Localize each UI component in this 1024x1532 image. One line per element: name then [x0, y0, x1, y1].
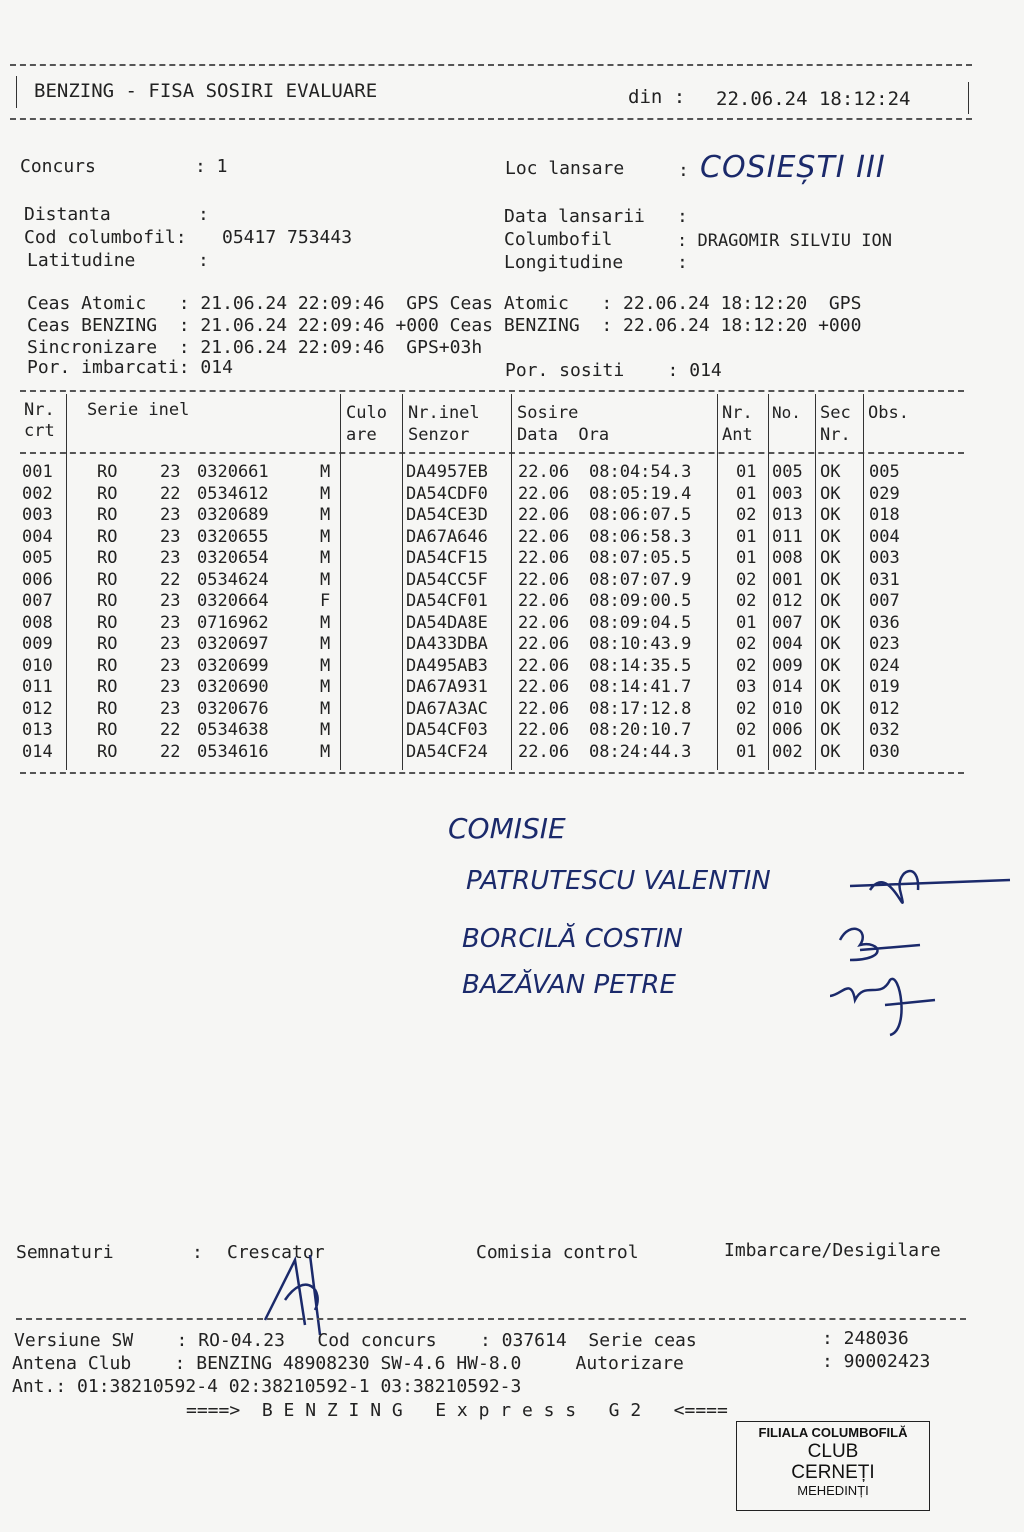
cell-obs: 032 — [869, 720, 900, 740]
cell-obs: 004 — [869, 526, 900, 547]
semnaturi-colon: : — [192, 1242, 203, 1263]
cell-sec: OK — [820, 677, 841, 697]
cell-sens: DA433DBA — [406, 634, 488, 654]
cell-s: M — [320, 612, 331, 633]
stamp-line-4: MEHEDINȚI — [797, 1483, 869, 1499]
cell-date: 22.06 — [518, 741, 570, 762]
cell-no: 013 — [772, 505, 803, 525]
cell-obs: 007 — [869, 591, 900, 611]
cell-sens: DA67A3AC — [406, 698, 488, 719]
cell-c: RO — [97, 741, 118, 762]
header-sec: Sec — [820, 403, 851, 423]
cell-nr: 010 — [22, 655, 53, 676]
table-bottom-border — [20, 772, 964, 774]
cell-sens: DA4957EB — [406, 462, 488, 482]
cell-time: 08:06:07.5 — [589, 505, 692, 525]
distanta-label: Distanta — [24, 204, 111, 225]
header-bottom-border — [10, 118, 972, 120]
versiune-sw-line: Versiune SW : RO-04.23 Cod concurs : 037614 Serie ceas — [14, 1330, 697, 1351]
cell-obs: 003 — [869, 548, 900, 568]
col-sep-3 — [402, 394, 403, 770]
cell-c: RO — [97, 526, 118, 547]
cell-sec: OK — [820, 698, 841, 719]
cell-y: 23 — [160, 526, 181, 547]
cell-ant: 02 — [736, 698, 757, 719]
cell-ring: 0320689 — [197, 505, 269, 525]
cell-s: M — [320, 741, 331, 762]
cell-date: 22.06 — [518, 634, 570, 654]
cell-ring: 0716962 — [197, 612, 269, 633]
cell-sec: OK — [820, 483, 841, 504]
cell-y: 23 — [160, 655, 181, 676]
cell-s: M — [320, 548, 331, 568]
cell-y: 23 — [160, 612, 181, 633]
header-serie-inel: Serie inel — [87, 400, 190, 420]
header-no: No. — [772, 403, 801, 422]
cell-obs: 005 — [869, 462, 900, 482]
handwritten-member-2: BORCILĂ COSTIN — [462, 924, 683, 954]
cell-time: 08:14:41.7 — [589, 677, 692, 697]
cell-ring: 0534616 — [197, 741, 269, 762]
cell-c: RO — [97, 634, 118, 654]
cell-sec: OK — [820, 462, 841, 482]
distanta-value: : — [198, 204, 209, 225]
semnaturi-label: Semnaturi — [16, 1242, 114, 1263]
header-sosire: Sosire — [517, 403, 579, 423]
cell-sens: DA54CF03 — [406, 720, 488, 740]
cell-ant: 01 — [736, 526, 757, 547]
cell-s: M — [320, 698, 331, 719]
cell-s: M — [320, 634, 331, 654]
cell-time: 08:07:05.5 — [589, 548, 692, 568]
cell-y: 22 — [160, 720, 181, 740]
cell-y: 23 — [160, 634, 181, 654]
header-obs: Obs. — [868, 403, 909, 423]
columbofil-label: Columbofil — [504, 229, 613, 250]
cell-sens: DA54CDF0 — [406, 483, 488, 504]
cell-no: 001 — [772, 569, 803, 590]
header-data-ora: Data Ora — [517, 425, 610, 445]
por-sositi: Por. sositi : 014 — [505, 360, 722, 381]
cell-date: 22.06 — [518, 720, 570, 740]
cell-sens: DA54CF15 — [406, 548, 488, 568]
header-nr-ant-2: Ant — [722, 425, 753, 445]
cell-sens: DA54CF24 — [406, 741, 488, 762]
cell-ring: 0320664 — [197, 591, 269, 611]
longitudine-label: Longitudine — [504, 252, 624, 273]
cell-date: 22.06 — [518, 591, 570, 611]
cell-obs: 018 — [869, 505, 900, 525]
cell-nr: 003 — [22, 505, 53, 525]
cell-s: M — [320, 483, 331, 504]
crescator-label: Crescator — [227, 1242, 325, 1263]
cell-time: 08:09:00.5 — [589, 591, 692, 611]
footer-separator — [16, 1318, 966, 1320]
cell-sens: DA54CC5F — [406, 569, 488, 590]
cell-sens: DA495AB3 — [406, 655, 488, 676]
header-nr-inel: Nr.inel — [408, 403, 480, 423]
cell-y: 23 — [160, 698, 181, 719]
cell-ring: 0320699 — [197, 655, 269, 676]
ceas-benzing-line: Ceas BENZING : 21.06.24 22:09:46 +000 Ceas BENZING : 22.06.24 18:12:20 +000 — [27, 315, 862, 336]
cell-obs: 012 — [869, 698, 900, 719]
cell-s: M — [320, 526, 331, 547]
cell-ant: 01 — [736, 548, 757, 568]
loc-lansare-handwritten: COSIEȘTI III — [700, 150, 886, 185]
cell-time: 08:14:35.5 — [589, 655, 692, 676]
cell-nr: 011 — [22, 677, 53, 697]
cell-ring: 0320676 — [197, 698, 269, 719]
cell-y: 23 — [160, 591, 181, 611]
cell-ring: 0534638 — [197, 720, 269, 740]
table-header-border — [20, 452, 964, 454]
cell-y: 22 — [160, 741, 181, 762]
cell-no: 014 — [772, 677, 803, 697]
cell-c: RO — [97, 655, 118, 676]
cell-ring: 0534612 — [197, 483, 269, 504]
cell-time: 08:10:43.9 — [589, 634, 692, 654]
header-senzor: Senzor — [408, 425, 470, 445]
cell-no: 002 — [772, 741, 803, 762]
cell-no: 009 — [772, 655, 803, 676]
cell-ant: 02 — [736, 505, 757, 525]
cell-sens: DA54CE3D — [406, 505, 488, 525]
imbarcare-label: Imbarcare/Desigilare — [724, 1240, 941, 1261]
cell-ring: 0320697 — [197, 634, 269, 654]
document-title: BENZING - FISA SOSIRI EVALUARE — [34, 80, 378, 102]
cell-sec: OK — [820, 548, 841, 568]
cell-ant: 01 — [736, 612, 757, 633]
cell-sec: OK — [820, 569, 841, 590]
cell-no: 005 — [772, 462, 803, 482]
col-sep-1 — [66, 394, 67, 770]
cell-time: 08:20:10.7 — [589, 720, 692, 740]
cell-c: RO — [97, 591, 118, 611]
cell-time: 08:09:04.5 — [589, 612, 692, 633]
cell-time: 08:17:12.8 — [589, 698, 692, 719]
cell-ring: 0320690 — [197, 677, 269, 697]
cell-date: 22.06 — [518, 483, 570, 504]
cell-ant: 02 — [736, 569, 757, 590]
cell-s: M — [320, 720, 331, 740]
cell-date: 22.06 — [518, 569, 570, 590]
serie-ceas-value: : 248036 — [822, 1328, 909, 1349]
cell-y: 22 — [160, 483, 181, 504]
cell-obs: 029 — [869, 483, 900, 504]
header-top-border — [10, 64, 972, 66]
cell-s: M — [320, 677, 331, 697]
cell-c: RO — [97, 612, 118, 633]
data-lansarii-label: Data lansarii — [504, 206, 645, 227]
col-sep-5 — [717, 394, 718, 770]
cell-obs: 031 — [869, 569, 900, 590]
stamp-line-1: FILIALA COLUMBOFILĂ — [758, 1425, 908, 1440]
cell-no: 010 — [772, 698, 803, 719]
cell-nr: 002 — [22, 483, 53, 504]
crescator-signature — [255, 1250, 345, 1340]
cell-s: M — [320, 462, 331, 482]
cell-date: 22.06 — [518, 677, 570, 697]
stamp-line-3: CERNEȚI — [791, 1462, 875, 1484]
header-sec-nr: Nr. — [820, 425, 851, 445]
cell-sec: OK — [820, 591, 841, 611]
cell-no: 006 — [772, 720, 803, 740]
cell-time: 08:04:54.3 — [589, 462, 692, 482]
club-stamp — [736, 1421, 930, 1511]
cell-obs: 023 — [869, 634, 900, 654]
cell-y: 23 — [160, 677, 181, 697]
cell-c: RO — [97, 569, 118, 590]
handwritten-member-1: PATRUTESCU VALENTIN — [466, 866, 771, 896]
cell-nr: 014 — [22, 741, 53, 762]
cell-ant: 02 — [736, 634, 757, 654]
cell-c: RO — [97, 505, 118, 525]
cell-ring: 0320654 — [197, 548, 269, 568]
cell-date: 22.06 — [518, 526, 570, 547]
cell-nr: 013 — [22, 720, 53, 740]
concurs-label: Concurs — [20, 156, 96, 177]
cell-obs: 019 — [869, 677, 900, 697]
cell-s: F — [320, 591, 331, 611]
sincronizare-line: Sincronizare : 21.06.24 22:09:46 GPS+03h — [27, 337, 483, 358]
cell-time: 08:07:07.9 — [589, 569, 692, 590]
handwritten-member-3: BAZĂVAN PETRE — [462, 970, 676, 1000]
cell-c: RO — [97, 483, 118, 504]
col-sep-8 — [863, 394, 864, 770]
longitudine-value: : — [677, 252, 688, 273]
antena-club-line: Antena Club : BENZING 48908230 SW-4.6 HW-8.0 Autorizare — [12, 1353, 684, 1374]
header-nr-ant-1: Nr. — [722, 403, 753, 423]
cell-s: M — [320, 569, 331, 590]
cell-y: 23 — [160, 505, 181, 525]
cell-ant: 01 — [736, 483, 757, 504]
cell-time: 08:24:44.3 — [589, 741, 692, 762]
col-sep-4 — [511, 394, 512, 770]
date-label: din : — [628, 86, 686, 108]
cell-c: RO — [97, 698, 118, 719]
cell-date: 22.06 — [518, 548, 570, 568]
cell-obs: 030 — [869, 741, 900, 762]
cell-date: 22.06 — [518, 698, 570, 719]
cod-columbofil-label: Cod columbofil: — [24, 227, 187, 248]
autorizare-value: : 90002423 — [822, 1351, 931, 1372]
cell-ant: 03 — [736, 677, 757, 697]
cell-sec: OK — [820, 634, 841, 654]
cell-sens: DA67A931 — [406, 677, 488, 697]
cell-c: RO — [97, 677, 118, 697]
cell-time: 08:06:58.3 — [589, 526, 692, 547]
por-imbarcati: Por. imbarcati: 014 — [27, 357, 233, 378]
cell-date: 22.06 — [518, 462, 570, 482]
cell-date: 22.06 — [518, 655, 570, 676]
cell-sec: OK — [820, 505, 841, 525]
cell-sec: OK — [820, 720, 841, 740]
cell-ant: 02 — [736, 720, 757, 740]
header-nr: Nr. — [24, 400, 55, 420]
cell-nr: 009 — [22, 634, 53, 654]
benzing-express-line: ====> B E N Z I N G E x p r e s s G 2 <==== — [186, 1400, 728, 1421]
cod-columbofil-value: 05417 753443 — [222, 227, 353, 248]
cell-no: 004 — [772, 634, 803, 654]
col-sep-6 — [768, 394, 769, 770]
cell-date: 22.06 — [518, 612, 570, 633]
header-culo: Culo — [346, 403, 387, 423]
cell-sec: OK — [820, 612, 841, 633]
cell-no: 011 — [772, 526, 803, 547]
cell-nr: 012 — [22, 698, 53, 719]
cell-nr: 005 — [22, 548, 53, 568]
cell-no: 008 — [772, 548, 803, 568]
cell-ant: 01 — [736, 741, 757, 762]
cell-y: 23 — [160, 462, 181, 482]
cell-sec: OK — [820, 741, 841, 762]
cell-no: 003 — [772, 483, 803, 504]
cell-y: 23 — [160, 548, 181, 568]
header-crt: crt — [24, 421, 55, 441]
cell-sec: OK — [820, 526, 841, 547]
comisia-control-label: Comisia control — [476, 1242, 639, 1263]
cell-time: 08:05:19.4 — [589, 483, 692, 504]
cell-obs: 024 — [869, 655, 900, 676]
cell-ant: 02 — [736, 591, 757, 611]
cell-c: RO — [97, 462, 118, 482]
cell-nr: 008 — [22, 612, 53, 633]
cell-date: 22.06 — [518, 505, 570, 525]
cell-s: M — [320, 655, 331, 676]
cell-sec: OK — [820, 655, 841, 676]
stamp-line-2: CLUB — [807, 1441, 859, 1463]
cell-y: 22 — [160, 569, 181, 590]
header-right-border — [968, 82, 969, 114]
loc-lansare-label: Loc lansare — [505, 158, 625, 179]
col-sep-7 — [815, 394, 816, 770]
cell-sens: DA54DA8E — [406, 612, 488, 633]
handwritten-comisie: COMISIE — [448, 812, 566, 845]
cell-ring: 0320655 — [197, 526, 269, 547]
cell-obs: 036 — [869, 612, 900, 633]
cell-ring: 0320661 — [197, 462, 269, 482]
concurs-value: : 1 — [195, 156, 228, 177]
cell-c: RO — [97, 548, 118, 568]
cell-ant: 01 — [736, 462, 757, 482]
loc-lansare-colon: : — [678, 160, 689, 181]
cell-nr: 006 — [22, 569, 53, 590]
header-left-border — [16, 76, 17, 108]
cell-ring: 0534624 — [197, 569, 269, 590]
latitudine-label: Latitudine — [27, 250, 136, 271]
cell-nr: 004 — [22, 526, 53, 547]
header-are: are — [346, 425, 377, 445]
cell-sens: DA67A646 — [406, 526, 488, 547]
antenna-line: Ant.: 01:38210592-4 02:38210592-1 03:38210592-3 — [12, 1376, 522, 1397]
columbofil-value: : DRAGOMIR SILVIU ION — [677, 231, 892, 251]
data-lansarii-value: : — [677, 206, 688, 227]
latitudine-value: : — [198, 250, 209, 271]
table-top-border — [20, 390, 964, 392]
cell-ant: 02 — [736, 655, 757, 676]
cell-no: 007 — [772, 612, 803, 633]
cell-no: 012 — [772, 591, 803, 611]
cell-s: M — [320, 505, 331, 525]
col-sep-2 — [340, 394, 341, 770]
date-value: 22.06.24 18:12:24 — [716, 88, 911, 110]
cell-c: RO — [97, 720, 118, 740]
cell-nr: 001 — [22, 462, 53, 482]
ceas-atomic-line: Ceas Atomic : 21.06.24 22:09:46 GPS Ceas Atomic : 22.06.24 18:12:20 GPS — [27, 293, 862, 314]
cell-sens: DA54CF01 — [406, 591, 488, 611]
handwritten-signatures — [830, 850, 1020, 1050]
cell-nr: 007 — [22, 591, 53, 611]
